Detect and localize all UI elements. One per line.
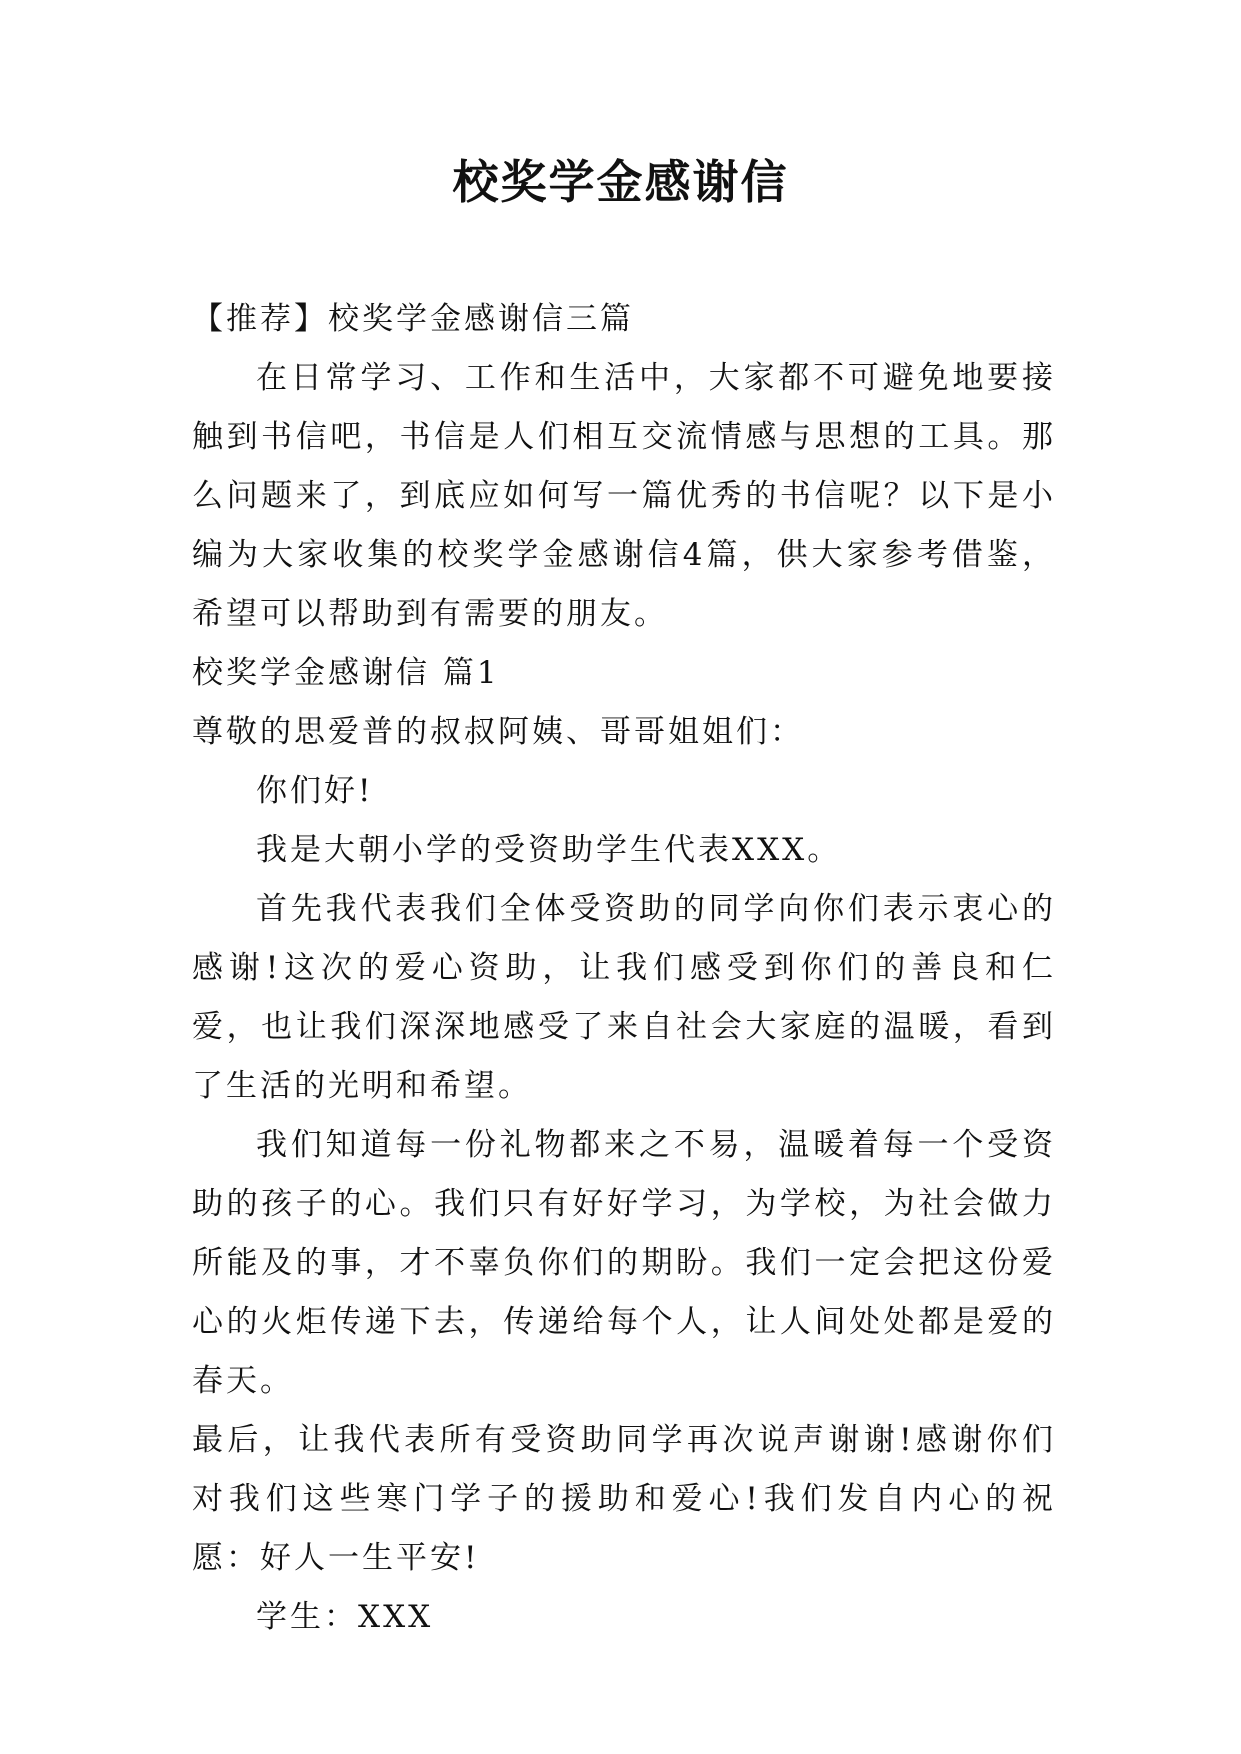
section-heading: 校奖学金感谢信 篇1 [192, 655, 500, 691]
thanks-paragraph: 首先我代表我们全体受资助的同学向你们表示衷心的感谢!这次的爱心资助，让我们感受到你们的善良和仁爱，也让我们深深地感受了来自社会大家庭的温暖，看到了生活的光明和希望。 [192, 891, 1056, 1104]
self-intro-paragraph: 我是大朝小学的受资助学生代表XXX。 [256, 832, 842, 868]
closing-paragraph: 最后，让我代表所有受资助同学再次说声谢谢!感谢你们对我们这些寒门学子的援助和爱心!我们发自内心的祝愿：好人一生平安! [192, 1422, 1056, 1576]
salutation: 尊敬的思爱普的叔叔阿姨、哥哥姐姐们： [192, 714, 804, 750]
document-title: 校奖学金感谢信 [452, 155, 789, 209]
intro-paragraph: 在日常学习、工作和生活中，大家都不可避免地要接触到书信吧，书信是人们相互交流情感与思想的工具。那么问题来了，到底应如何写一篇优秀的书信呢？以下是小编为大家收集的校奖学金感谢信4篇，供大家参考借鉴，希望可以帮助到有需要的朋友。 [192, 360, 1056, 632]
signature: 学生：XXX [256, 1599, 434, 1635]
heading-recommend: 【推荐】校奖学金感谢信三篇 [192, 301, 634, 337]
promise-paragraph: 我们知道每一份礼物都来之不易，温暖着每一个受资助的孩子的心。我们只有好好学习，为学校，为社会做力所能及的事，才不辜负你们的期盼。我们一定会把这份爱心的火炬传递下去，传递给每个人，让人间处处都是爱的春天。 [192, 1127, 1056, 1399]
greeting: 你们好! [256, 773, 374, 809]
document-body [192, 290, 1056, 1647]
